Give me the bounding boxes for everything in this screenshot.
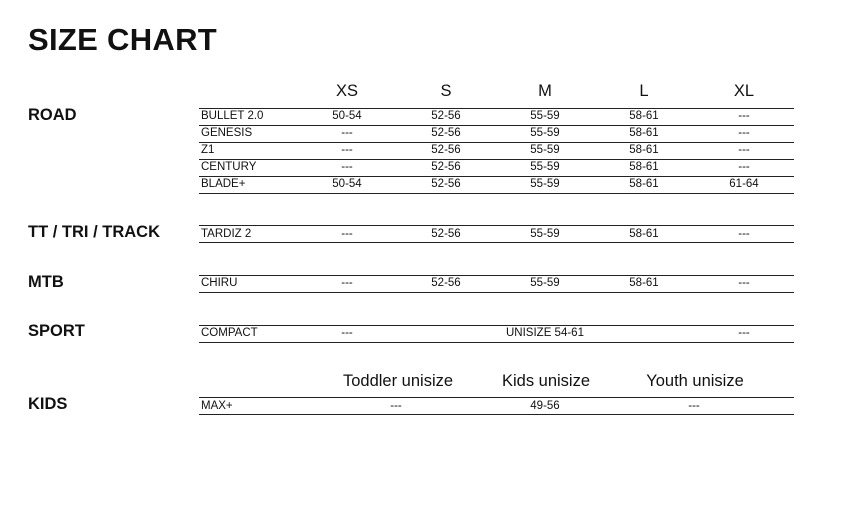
kids-cell-youth: --- bbox=[688, 400, 700, 412]
section-label-tt: TT / TRI / TRACK bbox=[28, 223, 160, 241]
size-cell-s: 52-56 bbox=[431, 161, 461, 173]
table-row bbox=[199, 276, 794, 291]
size-cell-xs: --- bbox=[341, 161, 353, 173]
divider bbox=[199, 414, 794, 415]
section-label-mtb: MTB bbox=[28, 273, 64, 291]
size-cell-l: 58-61 bbox=[629, 277, 659, 289]
size-cell-xl: --- bbox=[738, 277, 750, 289]
table-row bbox=[199, 399, 794, 414]
section-label-road: ROAD bbox=[28, 106, 77, 124]
unisize-cell: UNISIZE 54-61 bbox=[506, 327, 584, 339]
size-header-s: S bbox=[440, 82, 452, 100]
model-name: CENTURY bbox=[201, 161, 257, 173]
size-cell-m: 55-59 bbox=[530, 144, 560, 156]
model-name: COMPACT bbox=[201, 327, 258, 339]
size-cell-xs: --- bbox=[341, 277, 353, 289]
table-row bbox=[199, 227, 794, 242]
divider bbox=[199, 242, 794, 243]
size-cell-m: 55-59 bbox=[530, 277, 560, 289]
size-cell-s: 52-56 bbox=[431, 178, 461, 190]
size-cell-xl: --- bbox=[738, 144, 750, 156]
size-cell-s: 52-56 bbox=[431, 228, 461, 240]
size-cell-xl: --- bbox=[738, 327, 750, 339]
section-label-sport: SPORT bbox=[28, 322, 85, 340]
size-cell-l: 58-61 bbox=[629, 178, 659, 190]
table-row bbox=[199, 177, 794, 192]
size-cell-xl: --- bbox=[738, 161, 750, 173]
model-name: Z1 bbox=[201, 144, 215, 156]
size-header-l: L bbox=[639, 82, 649, 100]
divider bbox=[199, 292, 794, 293]
size-cell-m: 55-59 bbox=[530, 178, 560, 190]
size-cell-m: 55-59 bbox=[530, 228, 560, 240]
size-cell-xs: --- bbox=[341, 228, 353, 240]
size-cell-m: 55-59 bbox=[530, 127, 560, 139]
table-row bbox=[199, 126, 794, 141]
divider bbox=[199, 225, 794, 226]
size-header-xs: XS bbox=[335, 82, 358, 100]
table-row bbox=[199, 160, 794, 175]
size-cell-l: 58-61 bbox=[629, 228, 659, 240]
model-name: BLADE+ bbox=[201, 178, 246, 190]
size-cell-s: 52-56 bbox=[431, 277, 461, 289]
size-cell-s: 52-56 bbox=[431, 110, 461, 122]
size-cell-m: 55-59 bbox=[530, 161, 560, 173]
size-cell-m: 55-59 bbox=[530, 110, 560, 122]
divider bbox=[199, 342, 794, 343]
divider bbox=[199, 193, 794, 194]
model-name: GENESIS bbox=[201, 127, 253, 139]
divider bbox=[199, 397, 794, 398]
kids-cell-toddler: --- bbox=[390, 400, 402, 412]
model-name: TARDIZ 2 bbox=[201, 228, 252, 240]
model-name: CHIRU bbox=[201, 277, 238, 289]
size-cell-l: 58-61 bbox=[629, 127, 659, 139]
size-cell-l: 58-61 bbox=[629, 110, 659, 122]
size-header-m: M bbox=[538, 82, 552, 100]
kids-header-kids: Kids unisize bbox=[501, 372, 591, 390]
size-cell-l: 58-61 bbox=[629, 144, 659, 156]
size-cell-xl: --- bbox=[738, 127, 750, 139]
size-cell-xs: --- bbox=[341, 144, 353, 156]
section-label-kids: KIDS bbox=[28, 395, 68, 413]
size-cell-xs: 50-54 bbox=[332, 178, 362, 190]
size-cell-xs: --- bbox=[341, 327, 353, 339]
size-cell-xs: --- bbox=[341, 127, 353, 139]
size-cell-s: 52-56 bbox=[431, 144, 461, 156]
kids-cell-kids: 49-56 bbox=[530, 400, 560, 412]
table-row bbox=[199, 143, 794, 158]
model-name: MAX+ bbox=[201, 400, 233, 412]
size-cell-xl: --- bbox=[738, 228, 750, 240]
size-header-xl: XL bbox=[733, 82, 755, 100]
table-row bbox=[199, 109, 794, 124]
table-row bbox=[199, 326, 794, 341]
size-cell-xl: 61-64 bbox=[729, 178, 759, 190]
size-cell-xl: --- bbox=[738, 110, 750, 122]
size-cell-xs: 50-54 bbox=[332, 110, 362, 122]
model-name: BULLET 2.0 bbox=[201, 110, 264, 122]
size-cell-l: 58-61 bbox=[629, 161, 659, 173]
page-title: SIZE CHART bbox=[28, 22, 217, 57]
kids-header-youth: Youth unisize bbox=[646, 372, 744, 390]
size-cell-s: 52-56 bbox=[431, 127, 461, 139]
kids-header-toddler: Toddler unisize bbox=[342, 372, 454, 390]
